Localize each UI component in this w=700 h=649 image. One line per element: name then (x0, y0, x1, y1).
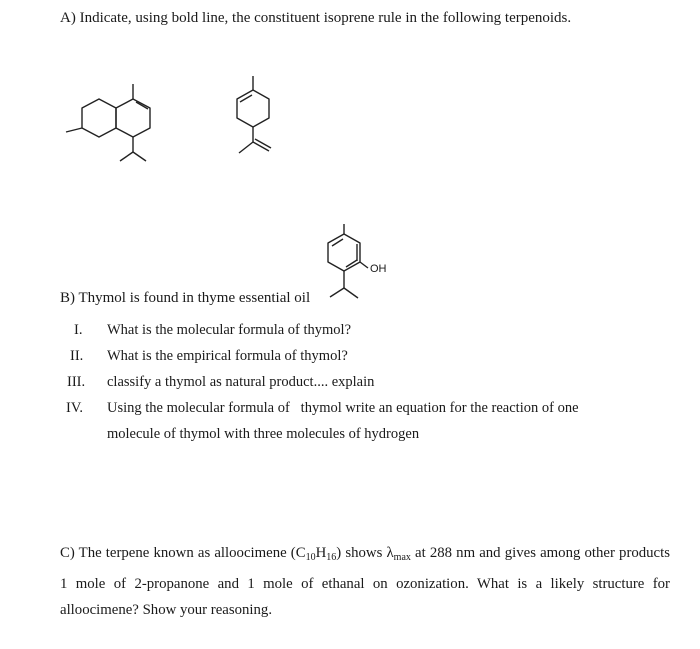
question-number: II. (70, 348, 84, 364)
monocyclic-terpenoid-structure (225, 70, 285, 170)
part-c-text: C) The terpene known as alloocimene (C (60, 545, 306, 561)
question-text: What is the empirical formula of thymol? (107, 348, 348, 364)
part-c-text: H (315, 545, 327, 561)
question-text-continued: molecule of thymol with three molecules of hydrogen (107, 426, 420, 442)
part-c-text: at 288 nm and gives among other products 1 mole of 2-propanone and 1 mole of ethanal on ozonization. What is a likely structure for alloocimene? Show your reasoning. (60, 545, 670, 618)
hydroxyl-label: OH (370, 263, 387, 275)
question-number: IV. (66, 400, 84, 416)
question-text: classify a thymol as natural product.... explain (107, 374, 375, 390)
bicyclic-terpenoid-structure (60, 70, 160, 170)
part-c-paragraph (60, 540, 670, 623)
question-number: III. (67, 374, 86, 390)
subscript: 16 (326, 552, 337, 563)
subscript: max (393, 552, 411, 563)
part-c-text: ) shows λ (336, 545, 394, 561)
part-b-heading: B) Thymol is found in thyme essential oil (60, 290, 311, 306)
question-text: What is the molecular formula of thymol? (107, 322, 352, 338)
part-a-heading: A) Indicate, using bold line, the constituent isoprene rule in the following terpenoids. (60, 10, 572, 26)
subscript: 10 (305, 552, 316, 563)
question-text: Using the molecular formula of thymol write an equation for the reaction of one (107, 400, 579, 416)
question-number: I. (74, 322, 83, 338)
